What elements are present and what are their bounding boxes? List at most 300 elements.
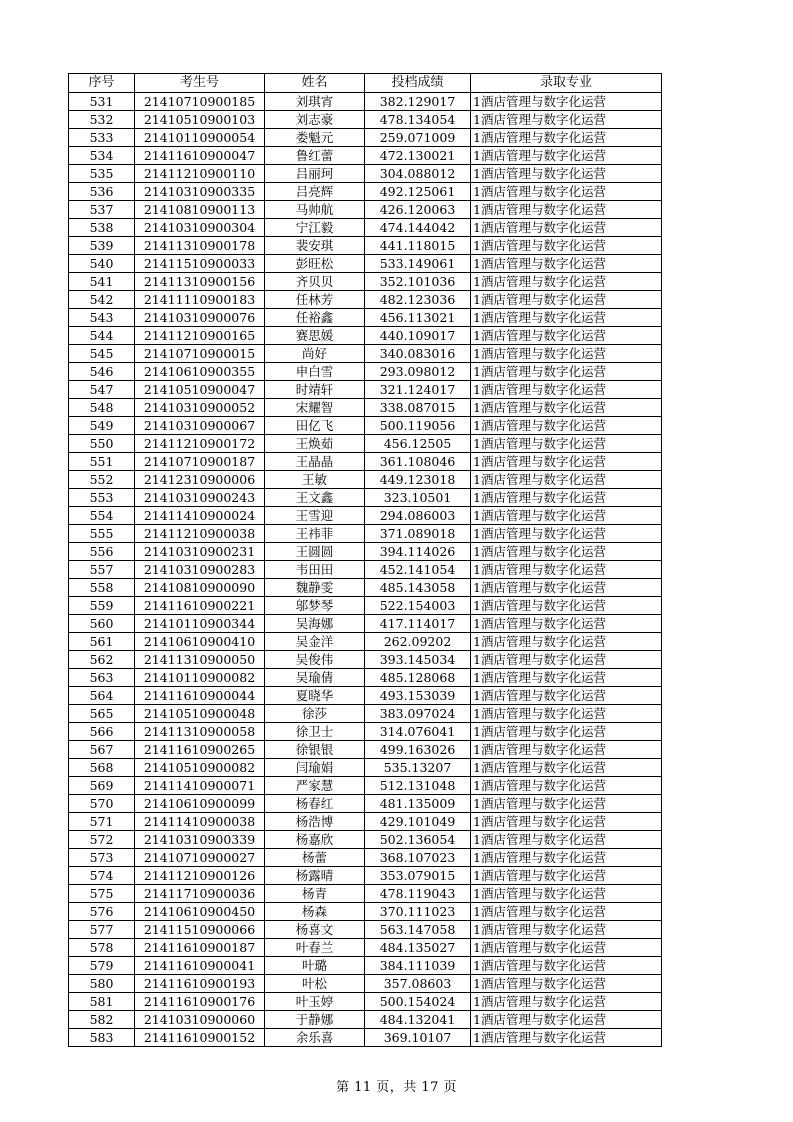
name-cell: 吴金洋 (265, 633, 365, 651)
major-cell: 1酒店管理与数字化运营 (471, 417, 662, 435)
name-cell: 徐银银 (265, 741, 365, 759)
serial-number-cell: 574 (69, 867, 135, 885)
major-cell: 1酒店管理与数字化运营 (471, 723, 662, 741)
candidate-number-cell: 21410610900355 (135, 363, 265, 381)
serial-number-cell: 543 (69, 309, 135, 327)
table-row (69, 741, 662, 759)
major-cell: 1酒店管理与数字化运营 (471, 633, 662, 651)
name-cell: 王文鑫 (265, 489, 365, 507)
table-row (69, 399, 662, 417)
table-row (69, 183, 662, 201)
table-row (69, 669, 662, 687)
candidate-number-cell: 21410510900103 (135, 111, 265, 129)
score-cell: 382.129017 (365, 93, 471, 111)
serial-number-cell: 568 (69, 759, 135, 777)
serial-number-cell: 558 (69, 579, 135, 597)
major-cell: 1酒店管理与数字化运营 (471, 651, 662, 669)
score-cell: 361.108046 (365, 453, 471, 471)
table-row (69, 759, 662, 777)
candidate-number-cell: 21410310900335 (135, 183, 265, 201)
score-cell: 369.10107 (365, 1029, 471, 1047)
candidate-number-cell: 21411310900058 (135, 723, 265, 741)
score-cell: 452.141054 (365, 561, 471, 579)
major-cell: 1酒店管理与数字化运营 (471, 885, 662, 903)
candidate-number-cell: 21410710900015 (135, 345, 265, 363)
major-cell: 1酒店管理与数字化运营 (471, 165, 662, 183)
score-cell: 500.119056 (365, 417, 471, 435)
candidate-number-cell: 21410710900027 (135, 849, 265, 867)
table-row (69, 777, 662, 795)
candidate-number-cell: 21410710900185 (135, 93, 265, 111)
candidate-number-cell: 21411610900193 (135, 975, 265, 993)
admission-table (68, 73, 662, 1047)
serial-number-cell: 571 (69, 813, 135, 831)
score-cell: 294.086003 (365, 507, 471, 525)
name-cell: 齐贝贝 (265, 273, 365, 291)
name-cell: 闫瑜娟 (265, 759, 365, 777)
serial-number-cell: 576 (69, 903, 135, 921)
major-cell: 1酒店管理与数字化运营 (471, 471, 662, 489)
major-cell: 1酒店管理与数字化运营 (471, 831, 662, 849)
table-row (69, 993, 662, 1011)
score-cell: 533.149061 (365, 255, 471, 273)
candidate-number-cell: 21411210900126 (135, 867, 265, 885)
major-cell: 1酒店管理与数字化运营 (471, 291, 662, 309)
score-cell: 368.107023 (365, 849, 471, 867)
candidate-number-cell: 21410310900052 (135, 399, 265, 417)
major-cell: 1酒店管理与数字化运营 (471, 399, 662, 417)
major-cell: 1酒店管理与数字化运营 (471, 903, 662, 921)
serial-number-cell: 561 (69, 633, 135, 651)
name-cell: 徐卫士 (265, 723, 365, 741)
table-row (69, 237, 662, 255)
candidate-number-cell: 21411610900187 (135, 939, 265, 957)
major-cell: 1酒店管理与数字化运营 (471, 381, 662, 399)
table-row (69, 327, 662, 345)
score-cell: 393.145034 (365, 651, 471, 669)
major-cell: 1酒店管理与数字化运营 (471, 957, 662, 975)
score-cell: 370.111023 (365, 903, 471, 921)
name-cell: 任林芳 (265, 291, 365, 309)
table-row (69, 939, 662, 957)
score-cell: 535.13207 (365, 759, 471, 777)
candidate-number-cell: 21410810900113 (135, 201, 265, 219)
score-cell: 449.123018 (365, 471, 471, 489)
table-row (69, 291, 662, 309)
name-cell: 尚好 (265, 345, 365, 363)
major-cell: 1酒店管理与数字化运营 (471, 759, 662, 777)
candidate-number-cell: 21411610900041 (135, 957, 265, 975)
serial-number-cell: 557 (69, 561, 135, 579)
major-cell: 1酒店管理与数字化运营 (471, 867, 662, 885)
candidate-number-cell: 21411610900152 (135, 1029, 265, 1047)
table-row (69, 147, 662, 165)
candidate-number-cell: 21411210900038 (135, 525, 265, 543)
major-cell: 1酒店管理与数字化运营 (471, 219, 662, 237)
name-cell: 娄魁元 (265, 129, 365, 147)
name-cell: 魏静雯 (265, 579, 365, 597)
candidate-number-cell: 21411210900110 (135, 165, 265, 183)
table-row (69, 903, 662, 921)
candidate-number-cell: 21411210900165 (135, 327, 265, 345)
name-cell: 严家慧 (265, 777, 365, 795)
serial-number-cell: 544 (69, 327, 135, 345)
major-cell: 1酒店管理与数字化运营 (471, 111, 662, 129)
name-cell: 鲁红蕾 (265, 147, 365, 165)
name-cell: 杨喜文 (265, 921, 365, 939)
score-cell: 440.109017 (365, 327, 471, 345)
score-cell: 492.125061 (365, 183, 471, 201)
name-cell: 宋耀智 (265, 399, 365, 417)
table-row (69, 561, 662, 579)
score-cell: 456.12505 (365, 435, 471, 453)
serial-number-cell: 545 (69, 345, 135, 363)
serial-number-cell: 572 (69, 831, 135, 849)
serial-number-cell: 534 (69, 147, 135, 165)
table-row (69, 795, 662, 813)
table-body (69, 93, 662, 1047)
serial-number-cell: 551 (69, 453, 135, 471)
header-major: 录取专业 (471, 74, 662, 93)
score-cell: 500.154024 (365, 993, 471, 1011)
serial-number-cell: 563 (69, 669, 135, 687)
name-cell: 杨森 (265, 903, 365, 921)
serial-number-cell: 582 (69, 1011, 135, 1029)
score-cell: 456.113021 (365, 309, 471, 327)
candidate-number-cell: 21410710900187 (135, 453, 265, 471)
score-cell: 502.136054 (365, 831, 471, 849)
score-cell: 352.101036 (365, 273, 471, 291)
table-row (69, 309, 662, 327)
table-row (69, 849, 662, 867)
name-cell: 王晶晶 (265, 453, 365, 471)
score-cell: 304.088012 (365, 165, 471, 183)
table-header-row (69, 74, 662, 93)
name-cell: 王敏 (265, 471, 365, 489)
serial-number-cell: 533 (69, 129, 135, 147)
major-cell: 1酒店管理与数字化运营 (471, 741, 662, 759)
name-cell: 吴瑜倩 (265, 669, 365, 687)
name-cell: 吴海娜 (265, 615, 365, 633)
name-cell: 杨露晴 (265, 867, 365, 885)
candidate-number-cell: 21410610900410 (135, 633, 265, 651)
major-cell: 1酒店管理与数字化运营 (471, 309, 662, 327)
major-cell: 1酒店管理与数字化运营 (471, 93, 662, 111)
name-cell: 余乐喜 (265, 1029, 365, 1047)
name-cell: 任裕鑫 (265, 309, 365, 327)
table-row (69, 867, 662, 885)
score-cell: 426.120063 (365, 201, 471, 219)
score-cell: 357.08603 (365, 975, 471, 993)
table-row (69, 219, 662, 237)
score-cell: 338.087015 (365, 399, 471, 417)
score-cell: 384.111039 (365, 957, 471, 975)
serial-number-cell: 556 (69, 543, 135, 561)
candidate-number-cell: 21411110900183 (135, 291, 265, 309)
table-row (69, 201, 662, 219)
name-cell: 韦田田 (265, 561, 365, 579)
table-row (69, 813, 662, 831)
score-cell: 474.144042 (365, 219, 471, 237)
score-cell: 484.135027 (365, 939, 471, 957)
name-cell: 杨嘉欣 (265, 831, 365, 849)
major-cell: 1酒店管理与数字化运营 (471, 849, 662, 867)
score-cell: 493.153039 (365, 687, 471, 705)
serial-number-cell: 537 (69, 201, 135, 219)
major-cell: 1酒店管理与数字化运营 (471, 705, 662, 723)
serial-number-cell: 555 (69, 525, 135, 543)
header-score: 投档成绩 (365, 74, 471, 93)
name-cell: 田亿飞 (265, 417, 365, 435)
table-row (69, 435, 662, 453)
major-cell: 1酒店管理与数字化运营 (471, 939, 662, 957)
major-cell: 1酒店管理与数字化运营 (471, 327, 662, 345)
candidate-number-cell: 21411410900024 (135, 507, 265, 525)
name-cell: 杨浩博 (265, 813, 365, 831)
candidate-number-cell: 21410310900067 (135, 417, 265, 435)
major-cell: 1酒店管理与数字化运营 (471, 795, 662, 813)
major-cell: 1酒店管理与数字化运营 (471, 435, 662, 453)
serial-number-cell: 570 (69, 795, 135, 813)
table-row (69, 1011, 662, 1029)
major-cell: 1酒店管理与数字化运营 (471, 597, 662, 615)
candidate-number-cell: 21411510900033 (135, 255, 265, 273)
candidate-number-cell: 21411410900071 (135, 777, 265, 795)
candidate-number-cell: 21411410900038 (135, 813, 265, 831)
name-cell: 刘琪宵 (265, 93, 365, 111)
candidate-number-cell: 21411710900036 (135, 885, 265, 903)
score-cell: 512.131048 (365, 777, 471, 795)
serial-number-cell: 548 (69, 399, 135, 417)
name-cell: 杨春红 (265, 795, 365, 813)
score-cell: 340.083016 (365, 345, 471, 363)
candidate-number-cell: 21410110900344 (135, 615, 265, 633)
serial-number-cell: 559 (69, 597, 135, 615)
major-cell: 1酒店管理与数字化运营 (471, 543, 662, 561)
table-row (69, 111, 662, 129)
major-cell: 1酒店管理与数字化运营 (471, 975, 662, 993)
score-cell: 499.163026 (365, 741, 471, 759)
name-cell: 吴俊伟 (265, 651, 365, 669)
major-cell: 1酒店管理与数字化运营 (471, 183, 662, 201)
table-row (69, 417, 662, 435)
table-row (69, 93, 662, 111)
table-row (69, 345, 662, 363)
serial-number-cell: 541 (69, 273, 135, 291)
serial-number-cell: 542 (69, 291, 135, 309)
score-cell: 481.135009 (365, 795, 471, 813)
name-cell: 王圆圆 (265, 543, 365, 561)
name-cell: 时靖轩 (265, 381, 365, 399)
candidate-number-cell: 21410310900060 (135, 1011, 265, 1029)
score-cell: 259.071009 (365, 129, 471, 147)
candidate-number-cell: 21410310900283 (135, 561, 265, 579)
major-cell: 1酒店管理与数字化运营 (471, 201, 662, 219)
serial-number-cell: 539 (69, 237, 135, 255)
table-row (69, 957, 662, 975)
name-cell: 申白雪 (265, 363, 365, 381)
table-row (69, 255, 662, 273)
table-row (69, 687, 662, 705)
serial-number-cell: 566 (69, 723, 135, 741)
major-cell: 1酒店管理与数字化运营 (471, 993, 662, 1011)
serial-number-cell: 536 (69, 183, 135, 201)
candidate-number-cell: 21411210900172 (135, 435, 265, 453)
table-row (69, 885, 662, 903)
serial-number-cell: 554 (69, 507, 135, 525)
candidate-number-cell: 21410510900047 (135, 381, 265, 399)
table-row (69, 381, 662, 399)
major-cell: 1酒店管理与数字化运营 (471, 1011, 662, 1029)
major-cell: 1酒店管理与数字化运营 (471, 489, 662, 507)
major-cell: 1酒店管理与数字化运营 (471, 813, 662, 831)
serial-number-cell: 575 (69, 885, 135, 903)
candidate-number-cell: 21411610900176 (135, 993, 265, 1011)
major-cell: 1酒店管理与数字化运营 (471, 129, 662, 147)
major-cell: 1酒店管理与数字化运营 (471, 561, 662, 579)
serial-number-cell: 540 (69, 255, 135, 273)
name-cell: 王祎菲 (265, 525, 365, 543)
candidate-number-cell: 21412310900006 (135, 471, 265, 489)
name-cell: 赛思媛 (265, 327, 365, 345)
candidate-number-cell: 21410610900450 (135, 903, 265, 921)
major-cell: 1酒店管理与数字化运营 (471, 507, 662, 525)
name-cell: 裴安琪 (265, 237, 365, 255)
page-footer: 第 11 页，共 17 页 (335, 1080, 458, 1095)
candidate-number-cell: 21410810900090 (135, 579, 265, 597)
serial-number-cell: 562 (69, 651, 135, 669)
score-cell: 522.154003 (365, 597, 471, 615)
score-cell: 441.118015 (365, 237, 471, 255)
name-cell: 叶春兰 (265, 939, 365, 957)
table-row (69, 723, 662, 741)
table-row (69, 615, 662, 633)
serial-number-cell: 569 (69, 777, 135, 795)
table-row (69, 651, 662, 669)
serial-number-cell: 549 (69, 417, 135, 435)
table-row (69, 543, 662, 561)
score-cell: 478.134054 (365, 111, 471, 129)
table-row (69, 453, 662, 471)
major-cell: 1酒店管理与数字化运营 (471, 579, 662, 597)
serial-number-cell: 579 (69, 957, 135, 975)
name-cell: 杨青 (265, 885, 365, 903)
score-cell: 484.132041 (365, 1011, 471, 1029)
score-cell: 417.114017 (365, 615, 471, 633)
name-cell: 邬梦琴 (265, 597, 365, 615)
serial-number-cell: 535 (69, 165, 135, 183)
table-row (69, 489, 662, 507)
table-row (69, 597, 662, 615)
serial-number-cell: 538 (69, 219, 135, 237)
header-serial-number: 序号 (69, 74, 135, 93)
serial-number-cell: 581 (69, 993, 135, 1011)
score-cell: 383.097024 (365, 705, 471, 723)
serial-number-cell: 532 (69, 111, 135, 129)
score-cell: 371.089018 (365, 525, 471, 543)
major-cell: 1酒店管理与数字化运营 (471, 453, 662, 471)
name-cell: 刘志豪 (265, 111, 365, 129)
name-cell: 彭旺松 (265, 255, 365, 273)
name-cell: 于静娜 (265, 1011, 365, 1029)
table-row (69, 129, 662, 147)
candidate-number-cell: 21410110900054 (135, 129, 265, 147)
serial-number-cell: 550 (69, 435, 135, 453)
score-cell: 353.079015 (365, 867, 471, 885)
major-cell: 1酒店管理与数字化运营 (471, 525, 662, 543)
table-row (69, 633, 662, 651)
name-cell: 宁江毅 (265, 219, 365, 237)
candidate-number-cell: 21410610900099 (135, 795, 265, 813)
table-row (69, 471, 662, 489)
serial-number-cell: 583 (69, 1029, 135, 1047)
candidate-number-cell: 21411510900066 (135, 921, 265, 939)
candidate-number-cell: 21411310900178 (135, 237, 265, 255)
candidate-number-cell: 21410310900304 (135, 219, 265, 237)
candidate-number-cell: 21411610900047 (135, 147, 265, 165)
table-row (69, 975, 662, 993)
score-cell: 394.114026 (365, 543, 471, 561)
name-cell: 叶玉婷 (265, 993, 365, 1011)
score-cell: 429.101049 (365, 813, 471, 831)
candidate-number-cell: 21410310900076 (135, 309, 265, 327)
name-cell: 吕亮辉 (265, 183, 365, 201)
score-cell: 323.10501 (365, 489, 471, 507)
candidate-number-cell: 21411610900221 (135, 597, 265, 615)
candidate-number-cell: 21410510900048 (135, 705, 265, 723)
score-cell: 485.143058 (365, 579, 471, 597)
name-cell: 马帅航 (265, 201, 365, 219)
table-row (69, 363, 662, 381)
major-cell: 1酒店管理与数字化运营 (471, 147, 662, 165)
serial-number-cell: 560 (69, 615, 135, 633)
major-cell: 1酒店管理与数字化运营 (471, 345, 662, 363)
serial-number-cell: 580 (69, 975, 135, 993)
major-cell: 1酒店管理与数字化运营 (471, 615, 662, 633)
header-candidate-number: 考生号 (135, 74, 265, 93)
score-cell: 314.076041 (365, 723, 471, 741)
serial-number-cell: 547 (69, 381, 135, 399)
serial-number-cell: 553 (69, 489, 135, 507)
serial-number-cell: 564 (69, 687, 135, 705)
major-cell: 1酒店管理与数字化运营 (471, 921, 662, 939)
candidate-number-cell: 21410310900339 (135, 831, 265, 849)
candidate-number-cell: 21411610900044 (135, 687, 265, 705)
candidate-number-cell: 21411310900156 (135, 273, 265, 291)
major-cell: 1酒店管理与数字化运营 (471, 363, 662, 381)
serial-number-cell: 546 (69, 363, 135, 381)
name-cell: 叶璐 (265, 957, 365, 975)
table-row (69, 165, 662, 183)
score-cell: 563.147058 (365, 921, 471, 939)
candidate-number-cell: 21410310900231 (135, 543, 265, 561)
serial-number-cell: 578 (69, 939, 135, 957)
table-row (69, 525, 662, 543)
header-name: 姓名 (265, 74, 365, 93)
name-cell: 徐莎 (265, 705, 365, 723)
table-row (69, 831, 662, 849)
serial-number-cell: 565 (69, 705, 135, 723)
serial-number-cell: 531 (69, 93, 135, 111)
major-cell: 1酒店管理与数字化运营 (471, 255, 662, 273)
score-cell: 293.098012 (365, 363, 471, 381)
table-row (69, 507, 662, 525)
major-cell: 1酒店管理与数字化运营 (471, 273, 662, 291)
table-row (69, 273, 662, 291)
score-cell: 262.09202 (365, 633, 471, 651)
serial-number-cell: 577 (69, 921, 135, 939)
score-cell: 321.124017 (365, 381, 471, 399)
